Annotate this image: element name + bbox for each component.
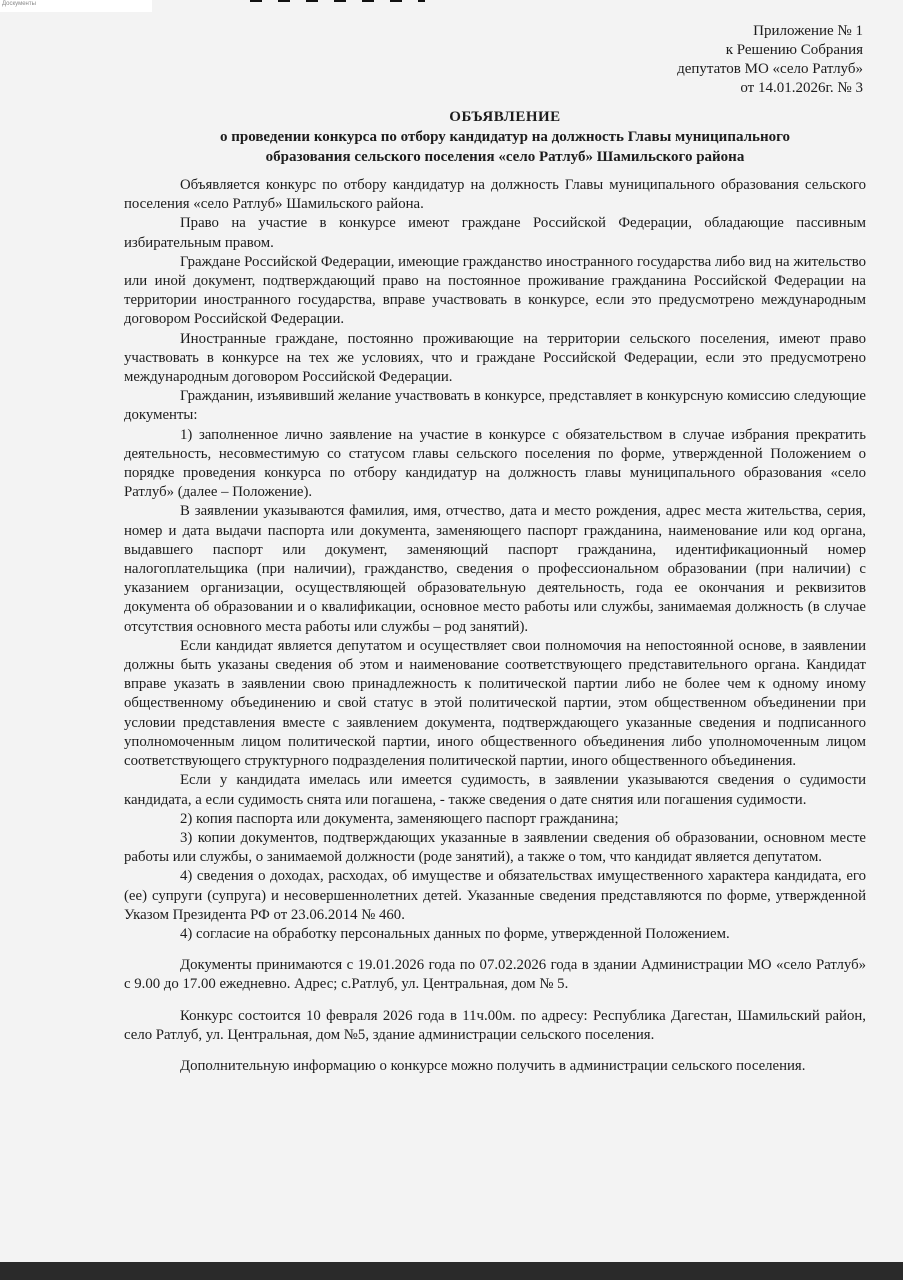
- approval-line: к Решению Собрания: [725, 42, 863, 58]
- title-line: образования сельского поселения «село Ратлуб» Шамильского района: [265, 149, 745, 165]
- paragraph: Право на участие в конкурсе имеют граждане Российской Федерации, обладающие пассивным избирательным правом.: [124, 215, 866, 251]
- paragraph: Граждане Российской Федерации, имеющие гражданство иностранного государства либо вид на жительство или иной документ, подтверждающий право на постоянное проживание гражданина Российской Федерации на территории иностранного государства, вправе участвовать в конкурсе, если это предусмотрено международным договором Российской Федерации.: [124, 253, 866, 328]
- paragraph: 2) копия паспорта или документа, заменяющего паспорт гражданина;: [180, 810, 619, 827]
- announcement-title: [100, 107, 903, 167]
- paragraph: 1) заполненное лично заявление на участие в конкурсе с обязательством в случае избрания прекратить деятельность, несовместимую со статусом главы сельского поселения по форме, утвержденной Положением о порядке проведения конкурса по отбору кандидатур на должность главы муниципального образования «село Ратлуб» (далее – Положение).: [124, 426, 866, 501]
- approval-line: Приложение № 1: [753, 23, 863, 39]
- cropped-header-mark: [250, 0, 425, 2]
- paragraph: Гражданин, изъявивший желание участвовать в конкурсе, представляет в конкурсную комиссию следующие документы:: [124, 388, 866, 424]
- paragraph: Иностранные граждане, постоянно проживающие на территории сельского поселения, имеют право участвовать в конкурсе на тех же условиях, что и граждане Российской Федерации, если это предусмотрено международным договором Российской Федерации.: [124, 330, 866, 386]
- watermark-label: Доскументы: [0, 0, 152, 12]
- approval-block: [677, 22, 863, 98]
- title-heading: ОБЪЯВЛЕНИЕ: [449, 109, 561, 125]
- paragraph: Конкурс состоится 10 февраля 2026 года в 11ч.00м. по адресу: Республика Дагестан, Шамильский район, село Ратлуб, ул. Центральная, дом №5, здание администрации сельского поселения.: [124, 1007, 866, 1043]
- paragraph: В заявлении указываются фамилия, имя, отчество, дата и место рождения, адрес места жительства, серия, номер и дата выдачи паспорта или документа, заменяющего паспорт гражданина, наименование или код органа, выдавшего паспорт или документ, заменяющий паспорт гражданина, идентификационный номер налогоплательщика (при наличии), гражданство, сведения о профессиональном образовании (при наличии) с указанием организации, осуществляющей образовательную деятельность, года ее окончания и реквизитов документа об образовании и о квалификации, основное место работы или службы, занимаемая должность (в случае отсутствия основного места работы или службы – род занятий).: [124, 503, 866, 635]
- paragraph: Если у кандидата имелась или имеется судимость, в заявлении указываются сведения о судимости кандидата, а если судимость снята или погашена, - также сведения о дате снятия или погашения судимости.: [124, 772, 866, 808]
- paragraph: 4) согласие на обработку персональных данных по форме, утвержденной Положением.: [180, 925, 730, 942]
- paragraph: Объявляется конкурс по отбору кандидатур на должность Главы муниципального образования сельского поселения «село Ратлуб» Шамильского района.: [124, 177, 866, 213]
- paragraph: 4) сведения о доходах, расходах, об имуществе и обязательствах имущественного характера кандидата, его (ее) супруги (супруга) и несовершеннолетних детей. Указанные сведения представляются по форме, утвержденной Указом Президента РФ от 23.06.2014 № 460.: [124, 868, 866, 923]
- title-line: о проведении конкурса по отбору кандидатур на должность Главы муниципального: [219, 129, 791, 145]
- approval-line: от 14.01.2026г. № 3: [740, 80, 863, 96]
- paragraph: Дополнительную информацию о конкурсе можно получить в администрации сельского поселения.: [180, 1057, 806, 1074]
- paragraph: Документы принимаются с 19.01.2026 года по 07.02.2026 года в здании Администрации МО «село Ратлуб» с 9.00 до 17.00 ежедневно. Адрес; с.Ратлуб, ул. Центральная, дом № 5.: [124, 957, 866, 993]
- approval-line: депутатов МО «село Ратлуб»: [677, 61, 863, 77]
- paragraph: Если кандидат является депутатом и осуществляет свои полномочия на непостоянной основе, в заявлении должны быть указаны сведения об этом и наименование соответствующего представительного органа. Кандидат вправе указать в заявлении свою принадлежность к политической партии либо не более чем к одному иному общественному объединению и свой статус в этой политической партии, этом общественном объединении при условии представления вместе с заявлением документа, подтверждающего указанные сведения и подписанного уполномоченным лицом политической партии, иного общественного объединения либо уполномоченным лицом соответствующего структурного подразделения политической партии, иного общественного объединения.: [124, 637, 866, 770]
- paragraph: 3) копии документов, подтверждающих указанные в заявлении сведения об образовании, основном месте работы или службы, о занимаемой должности (роде занятий), а также о том, что кандидат является депутатом.: [124, 829, 866, 866]
- announcement-body: [124, 176, 866, 1076]
